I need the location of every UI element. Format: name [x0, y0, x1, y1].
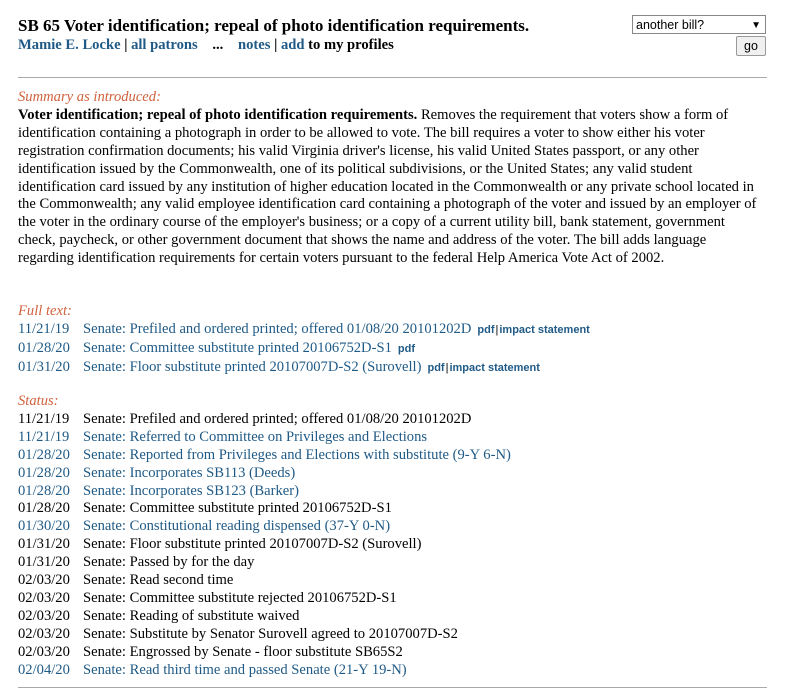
- status-text: Senate: Engrossed by Senate - floor substitute SB65S2: [83, 643, 403, 660]
- full-text-date: 11/21/19: [18, 320, 70, 337]
- status-date: 01/28/20: [18, 446, 70, 463]
- summary-body: Removes the requirement that voters show a form of identification containing a photograph in order to be allowed to vote. The bill requires a voter to show either his voter registration confirmation documents; his valid Virginia driver's license, his valid United States passport, or any other identification issued by the Commonwealth, one of its political subdivisions, or the United States; any valid student identification card issued by any institution of higher education located in the Commonwealth or any private school located in the Commonwealth; any valid employee identification card containing a photograph of the voter and issued by an employer of the voter in the ordinary course of the employer's business; or a copy of a current utility bill, bank statement, government check, paycheck, or other government document that shows the name and address of the voter. The bill adds language regarding identification requirements for certain voters pursuant to the federal Help America Vote Act of 2002.: [18, 106, 757, 267]
- patron-link[interactable]: Mamie E. Locke: [18, 37, 121, 53]
- full-text-heading: Full text:: [18, 303, 72, 319]
- doc-links: [427, 362, 539, 374]
- status-row: [18, 572, 758, 590]
- status-text: Senate: Floor substitute printed 20107007D-S2 (Surovell): [83, 536, 422, 553]
- status-date: 02/03/20: [18, 589, 70, 606]
- status-row: [18, 554, 758, 572]
- bill-select-value: another bill?: [636, 18, 705, 32]
- doc-links: [477, 324, 589, 336]
- pdf-link[interactable]: pdf: [427, 361, 445, 374]
- status-date: 02/03/20: [18, 572, 70, 589]
- status-row[interactable]: [18, 662, 758, 680]
- status-date: 11/21/19: [18, 428, 70, 445]
- separator: |: [445, 361, 449, 374]
- doc-links: [398, 343, 415, 355]
- status-text: Senate: Prefiled and ordered printed; offered 01/08/20 20101202D: [83, 410, 472, 427]
- summary-heading: Summary as introduced:: [18, 89, 161, 105]
- status-row[interactable]: [18, 518, 758, 536]
- status-text: Senate: Passed by for the day: [83, 554, 255, 571]
- summary-lead: Voter identification; repeal of photo identification requirements.: [18, 106, 418, 123]
- status-text: Senate: Committee substitute printed 20106752D-S1: [83, 500, 392, 517]
- full-text-row: [18, 359, 758, 378]
- status-row: [18, 644, 758, 662]
- status-date: 02/04/20: [18, 661, 70, 678]
- status-row: [18, 590, 758, 608]
- full-text-link[interactable]: [18, 321, 471, 337]
- divider: [18, 77, 767, 78]
- status-date: 01/30/20: [18, 518, 70, 535]
- pdf-link[interactable]: pdf: [397, 342, 415, 355]
- impact-statement-link[interactable]: impact statement: [499, 323, 590, 336]
- full-text-title: Senate: Prefiled and ordered printed; offered 01/08/20 20101202D: [83, 320, 472, 337]
- go-button[interactable]: go: [736, 36, 766, 56]
- status-date: 02/03/20: [18, 643, 70, 660]
- summary-section: [18, 89, 758, 268]
- bill-select[interactable]: [632, 15, 766, 34]
- status-date: 02/03/20: [18, 607, 70, 624]
- status-text: Senate: Constitutional reading dispensed (37-Y 0-N): [83, 518, 391, 535]
- chevron-down-icon: ▼: [751, 20, 761, 31]
- summary-text: [18, 107, 758, 268]
- separator: |: [124, 37, 128, 53]
- status-row[interactable]: [18, 483, 758, 501]
- full-text-row: [18, 340, 758, 359]
- full-text-row: [18, 321, 758, 340]
- status-text: Senate: Read second time: [83, 572, 234, 589]
- separator: |: [495, 323, 499, 336]
- status-text: Senate: Reading of substitute waived: [83, 607, 300, 624]
- status-row: [18, 608, 758, 626]
- status-heading: Status:: [18, 393, 59, 409]
- full-text-date: 01/31/20: [18, 358, 70, 375]
- add-suffix-text: to my profiles: [308, 37, 394, 53]
- status-text: Senate: Incorporates SB113 (Deeds): [83, 464, 296, 481]
- status-text: Senate: Reported from Privileges and Elections with substitute (9-Y 6-N): [83, 446, 511, 463]
- patron-line: [18, 37, 787, 55]
- status-row: [18, 411, 758, 429]
- status-date: 01/28/20: [18, 464, 70, 481]
- status-date: 11/21/19: [18, 410, 70, 427]
- status-row[interactable]: [18, 447, 758, 465]
- status-section: [18, 393, 758, 680]
- page-title: SB 65 Voter identification; repeal of photo identification requirements.: [18, 16, 530, 35]
- full-text-title: Senate: Floor substitute printed 20107007D-S2 (Surovell): [83, 358, 422, 375]
- status-text: Senate: Read third time and passed Senate (21-Y 19-N): [83, 661, 407, 678]
- status-row[interactable]: [18, 465, 758, 483]
- ellipsis: ...: [212, 37, 224, 53]
- status-row: [18, 626, 758, 644]
- status-row: [18, 536, 758, 554]
- status-date: 01/28/20: [18, 500, 70, 517]
- divider: [18, 687, 767, 688]
- notes-link[interactable]: notes: [237, 37, 271, 53]
- add-link[interactable]: add: [280, 37, 305, 53]
- status-date: 01/31/20: [18, 554, 70, 571]
- full-text-title: Senate: Committee substitute printed 20106752D-S1: [83, 339, 392, 356]
- status-row[interactable]: [18, 429, 758, 447]
- status-text: Senate: Incorporates SB123 (Barker): [83, 482, 299, 499]
- full-text-date: 01/28/20: [18, 339, 70, 356]
- impact-statement-link[interactable]: impact statement: [449, 361, 540, 374]
- status-row: [18, 500, 758, 518]
- status-text: Senate: Referred to Committee on Privileges and Elections: [83, 428, 428, 445]
- status-text: Senate: Substitute by Senator Surovell agreed to 20107007D-S2: [83, 625, 458, 642]
- status-date: 02/03/20: [18, 625, 70, 642]
- full-text-link[interactable]: [18, 359, 421, 375]
- separator: |: [274, 37, 278, 53]
- all-patrons-link[interactable]: all patrons: [131, 37, 198, 53]
- full-text-section: [18, 303, 758, 378]
- status-text: Senate: Committee substitute rejected 20106752D-S1: [83, 589, 397, 606]
- status-date: 01/28/20: [18, 482, 70, 499]
- pdf-link[interactable]: pdf: [477, 323, 495, 336]
- full-text-link[interactable]: [18, 340, 392, 356]
- status-date: 01/31/20: [18, 536, 70, 553]
